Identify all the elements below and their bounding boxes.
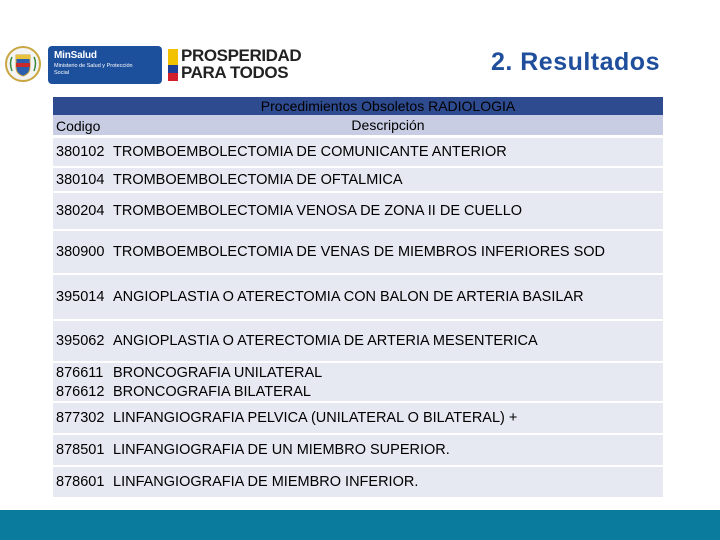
row-code: 395062 [56,333,105,349]
table-row [53,273,663,319]
row-description: BRONCOGRAFIA BILATERAL [113,383,311,400]
row-description: LINFANGIOGRAFIA PELVICA (UNILATERAL O BILATERAL) + [113,410,518,426]
table-row [53,401,663,433]
row-description: TROMBOEMBOLECTOMIA DE VENAS DE MIEMBROS INFERIORES SOD [113,244,606,260]
minsalud-logo [0,44,165,88]
column-header-code: Codigo [56,118,101,134]
table-row-group [53,361,663,401]
row-description: LINFANGIOGRAFIA DE MIEMBRO INFERIOR. [113,474,419,490]
table-row [53,319,663,361]
table-row [53,136,663,166]
program-line-1: PROSPERIDAD [181,46,302,65]
colombia-flag-icon [168,49,178,81]
coat-of-arms-icon [4,45,42,83]
row-code: 395014 [56,289,105,305]
obsolete-procedures-table [53,96,663,497]
table-row [53,166,663,191]
ministry-subtitle: Ministerio de Salud y Protección Social [54,63,133,76]
row-description: LINFANGIOGRAFIA DE UN MIEMBRO SUPERIOR. [113,442,450,458]
prosperidad-logo [168,47,300,83]
row-code: 876612 [56,383,105,400]
program-name [181,47,301,81]
program-line-2: PARA TODOS [181,63,289,82]
table-row [53,229,663,273]
row-description: TROMBOEMBOLECTOMIA DE COMUNICANTE ANTERIOR [113,144,507,160]
row-description: ANGIOPLASTIA O ATERECTOMIA CON BALON DE ARTERIA BASILAR [113,289,584,305]
row-code: 878501 [56,442,105,458]
row-code: 877302 [56,410,105,426]
slide-title: 2. Resultados [490,48,660,76]
row-description: BRONCOGRAFIA UNILATERAL [113,364,323,381]
row-code: 878601 [56,474,105,490]
row-description: ANGIOPLASTIA O ATERECTOMIA DE ARTERIA MESENTERICA [113,333,538,349]
row-description: TROMBOEMBOLECTOMIA DE OFTALMICA [113,171,403,188]
row-code: 876611 [56,364,104,381]
column-header-description: Descripción [351,117,425,133]
table-row [53,191,663,229]
minsalud-badge [48,46,162,84]
table-row [53,382,663,401]
table-header [53,96,663,136]
footer-bar [0,510,720,540]
table-caption: Procedimientos Obsoletos RADIOLOGIA [260,98,516,114]
row-code: 380204 [56,203,105,219]
table-row [53,433,663,465]
table-row [53,363,663,382]
row-description: TROMBOEMBOLECTOMIA VENOSA DE ZONA II DE CUELLO [113,203,523,219]
ministry-brand: MinSalud [54,50,97,61]
row-code: 380102 [56,144,105,160]
table-row [53,465,663,497]
row-code: 380900 [56,244,105,260]
row-code: 380104 [56,171,105,188]
